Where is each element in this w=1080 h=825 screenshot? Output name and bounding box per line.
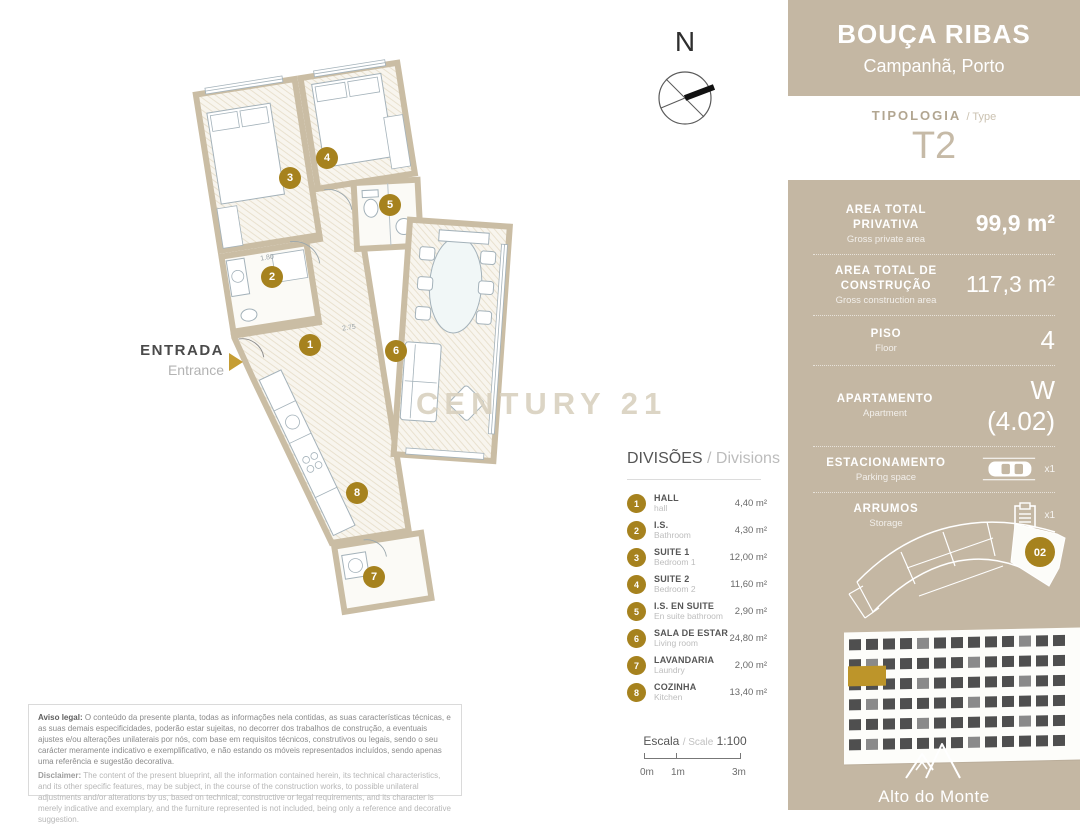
disclaimer-pt [38,712,452,767]
project-title: BOUÇA RIBAS [837,19,1031,49]
brand-block [788,736,1080,807]
scale-bar [644,758,741,764]
detail-row-construction-area [813,255,1055,315]
division-names [654,547,730,567]
division-names [654,601,735,621]
entrance-label-en: Entrance [167,362,224,378]
plan-room-marker: 7 [363,566,385,588]
division-row [627,517,767,544]
division-name-en: Bathroom [654,529,691,540]
division-name-en: hall [654,502,668,513]
plan-room-marker: 3 [279,167,301,189]
division-area: 11,60 m² [730,579,767,590]
project-location: Campanhã, Porto [863,56,1005,76]
entrance-label-pt: ENTRADA [140,342,224,359]
divisions-title [627,450,780,468]
division-name-en: Laundry [654,664,685,675]
detail-label-en: Parking space [855,471,917,483]
division-name-en: Kitchen [654,691,683,702]
divisions-title-en: / Divisions [707,450,780,467]
entrance-arrow-icon [229,353,243,371]
division-name-pt: I.S. EN SUITE [654,601,715,612]
division-row [627,652,767,679]
parking-count: x1 [1044,463,1055,475]
typology-label-en: / Type [966,111,997,123]
division-area: 12,00 m² [729,552,767,563]
division-number: 3 [627,548,646,567]
detail-label-pt: PISO [870,327,902,340]
division-name-pt: HALL [654,493,679,504]
info-sidebar [788,0,1080,810]
construction-area-value: 117,3 m² [965,271,1055,298]
scale-label-pt: Escala [643,734,680,748]
division-row [627,598,767,625]
division-names [654,493,735,513]
scale-block [640,734,750,779]
division-number: 4 [627,575,646,594]
detail-label-en: Gross construction area [835,294,937,306]
division-row [627,490,767,517]
plan-room-marker: 5 [379,194,401,216]
plan-room-marker: 6 [385,340,407,362]
disclaimer-en-label: Disclaimer: [38,771,82,780]
north-arrow [650,26,720,136]
division-number: 1 [627,494,646,513]
disclaimer-en [38,770,452,825]
private-area-value: 99,9 m² [975,210,1055,237]
division-name-en: Bedroom 2 [654,583,696,594]
scale-label-en: / Scale [682,737,714,748]
unit-badge-number: 02 [1033,547,1047,559]
scale-tick-1: 1m [671,767,685,778]
plan-dimension-label: 1.80 [259,253,275,263]
divider [627,479,761,480]
division-name-en: En suite bathroom [654,610,723,621]
apartment-highlight [848,666,886,687]
project-header [788,0,1080,96]
detail-row-parking [813,447,1055,492]
building-windows [849,635,1075,751]
detail-label-en: Apartment [862,408,907,420]
scale-tick-0: 0m [640,767,654,778]
century21-watermark: CENTURY 21 [416,386,668,421]
division-number: 2 [627,521,646,540]
detail-label-en: Storage [869,517,903,529]
division-names [654,520,735,540]
storage-count: x1 [1044,509,1055,521]
divisions-panel [627,450,780,706]
apartment-value: W (4.02) [987,374,1055,436]
typology-label [872,108,996,123]
divisions-list [627,490,767,706]
division-row [627,571,767,598]
detail-label-en: Floor [875,342,897,354]
disclaimer-en-text: The content of the present blueprint, all the information contained herein, its technical characteristics, and its other specific features, may be subject, in the course of the construction works, to possible unilateral adjustments and/or alterations by us, based on technical, constructive or legal requirements, and its character is merely indicative and exemplary, and the furniture represented is not included, being only a reference and decorative suggestion. [38,771,451,824]
detail-label-pt: AREA TOTAL PRIVATIVA [845,204,927,231]
typology-label-pt: TIPOLOGIA [871,108,961,123]
division-name-pt: COZINHA [654,682,697,693]
divisions-title-pt: DIVISÕES [627,450,703,467]
detail-label-pt: ESTACIONAMENTO [826,456,946,469]
details-section [788,180,1080,538]
division-name-pt: I.S. [654,520,669,531]
legal-disclaimer [28,704,462,824]
north-label: N [674,26,696,57]
division-number: 6 [627,629,646,648]
scale-title [640,734,750,748]
detail-row-private-area [813,194,1055,254]
division-name-en: Living room [654,637,698,648]
division-names [654,655,735,675]
car-icon [981,456,1037,482]
scale-tick-labels [640,767,746,779]
plan-room-marker: 4 [316,147,338,169]
division-names [654,628,730,648]
division-area: 4,30 m² [734,525,767,536]
division-number: 5 [627,602,646,621]
detail-label-en: Gross private area [846,233,926,245]
division-names [654,682,730,702]
division-names [654,574,730,594]
plan-room-marker: 2 [261,266,283,288]
disclaimer-pt-label: Aviso legal: [38,713,83,722]
plan-dimension-label: 2.75 [341,323,357,333]
division-area: 4,40 m² [734,498,767,509]
compass-icon [650,58,720,136]
typology-value: T2 [911,125,957,167]
scale-tick-2: 3m [732,767,746,778]
division-area: 2,00 m² [734,660,767,671]
division-name-pt: LAVANDARIA [654,655,715,666]
division-number: 8 [627,683,646,702]
site-plan-map [843,490,1079,622]
brand-name: Alto do Monte [878,787,990,806]
mountain-logo-icon [900,736,968,780]
plan-room-marker: 8 [346,482,368,504]
division-area: 2,90 m² [734,606,767,617]
detail-label-pt: ARRUMOS [853,502,919,515]
division-row [627,679,767,706]
division-area: 13,40 m² [729,687,767,698]
division-name-en: Bedroom 1 [654,556,696,567]
detail-row-floor [813,316,1055,365]
detail-row-apartment [813,366,1055,446]
division-row [627,544,767,571]
detail-label-pt: AREA TOTAL DE CONSTRUÇÃO [835,264,937,292]
division-name-pt: SUITE 2 [654,574,690,585]
division-area: 24,80 m² [729,633,767,644]
scale-ratio: 1:100 [716,734,747,748]
detail-label-pt: APARTAMENTO [836,393,934,406]
entrance-label [138,342,248,378]
division-name-pt: SALA DE ESTAR [654,628,729,639]
typology-band [788,96,1080,180]
disclaimer-pt-text: O conteúdo da presente planta, todas as informações nela contidas, as suas características técnicas, e as suas demais especificidades, poderão estar sujeitas, no decorrer dos trabalhos de construção, a eventuais ajustes e/ou alterações unilaterais por nós, com base em requisitos técnicos, construtivos ou legais, sendo o seu carácter meramente indicativo e exemplificativo, e não estando os móveis representados incluídos, sendo apenas uma referência e sugestão decorativa. [38,713,451,766]
division-name-pt: SUITE 1 [654,547,690,558]
floor-value: 4 [1040,324,1055,355]
division-row [627,625,767,652]
plan-room-marker: 1 [299,334,321,356]
division-number: 7 [627,656,646,675]
